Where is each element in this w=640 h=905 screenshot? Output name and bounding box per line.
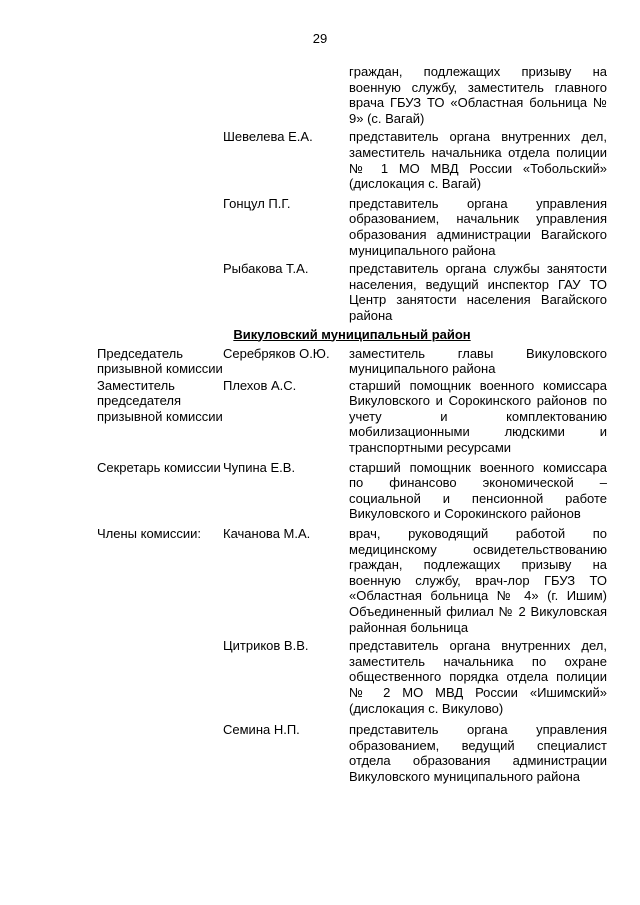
member-row [97, 460, 607, 522]
member-role: Члены комиссии: [97, 526, 202, 542]
member-name: Шевелева Е.А. [223, 129, 313, 145]
member-description: представитель органа внутренних дел, заместитель начальника по охране общественного порядка отдела полиции № 2 МО МВД России «Ишимский» (дислокация с. Викулово) [349, 638, 607, 716]
member-name: Семина Н.П. [223, 722, 300, 738]
member-name: Серебряков О.Ю. [223, 345, 330, 361]
member-name: Рыбакова Т.А. [223, 261, 309, 277]
member-row [97, 129, 607, 191]
member-name [223, 64, 349, 126]
member-name: Гонцул П.Г. [223, 195, 291, 211]
member-row [97, 346, 607, 377]
member-row [97, 64, 607, 126]
member-description: заместитель главы Викуловского муниципального района [349, 345, 607, 377]
member-description: граждан, подлежащих призыву на военную службу, заместитель главного врача ГБУЗ ТО «Областная больница № 9» (с. Вагай) [349, 64, 607, 126]
member-name: Цитриков В.В. [223, 638, 309, 654]
section-title: Викуловский муниципальный район [233, 326, 471, 342]
member-role [97, 64, 223, 126]
member-row [97, 261, 607, 323]
member-description: представитель органа управления образованием, ведущий специалист отдела образования администрации Викуловского муниципального района [349, 722, 607, 784]
member-role [97, 261, 223, 323]
member-name: Плехов А.С. [223, 377, 297, 393]
member-description: старший помощник военного комиссара Викуловского и Сорокинского районов по учету и комплектованию мобилизационными людскими и транспортными ресурсами [349, 377, 607, 456]
member-role [97, 196, 223, 258]
member-row [97, 526, 607, 635]
member-row [97, 196, 607, 258]
member-description: представитель органа службы занятости населения, ведущий инспектор ГАУ ТО Центр занятости населения Вагайского района [349, 261, 607, 323]
member-role [97, 722, 223, 784]
member-name: Чупина Е.В. [223, 459, 296, 475]
commission-list [97, 64, 607, 785]
member-role [97, 638, 223, 716]
member-role: Председатель призывной комиссии [97, 345, 223, 377]
member-row [97, 378, 607, 456]
member-description: представитель органа внутренних дел, заместитель начальника отдела полиции № 1 МО МВД России «Тобольский» (дислокация с. Вагай) [349, 129, 607, 192]
member-role: Заместитель председателя призывной комиссии [97, 377, 223, 424]
member-role: Секретарь комиссии [97, 459, 221, 475]
member-description: старший помощник военного комиссара по финансово экономической – социальной и пенсионной работе Викуловского и Сорокинского районов [349, 459, 607, 522]
member-description: представитель органа управления образованием, начальник управления образования администрации Вагайского муниципального района [349, 195, 607, 258]
member-row [97, 722, 607, 784]
member-name: Качанова М.А. [223, 526, 311, 542]
member-row [97, 638, 607, 716]
member-description: врач, руководящий работой по медицинскому освидетельствованию граждан, подлежащих призыву на военную службу, врач-лор ГБУЗ ТО «Областная больница № 4» (г. Ишим) Объединенный филиал № 2 Викуловская районная больница [349, 526, 607, 635]
page-number: 29 [312, 31, 328, 46]
member-role [97, 129, 223, 191]
